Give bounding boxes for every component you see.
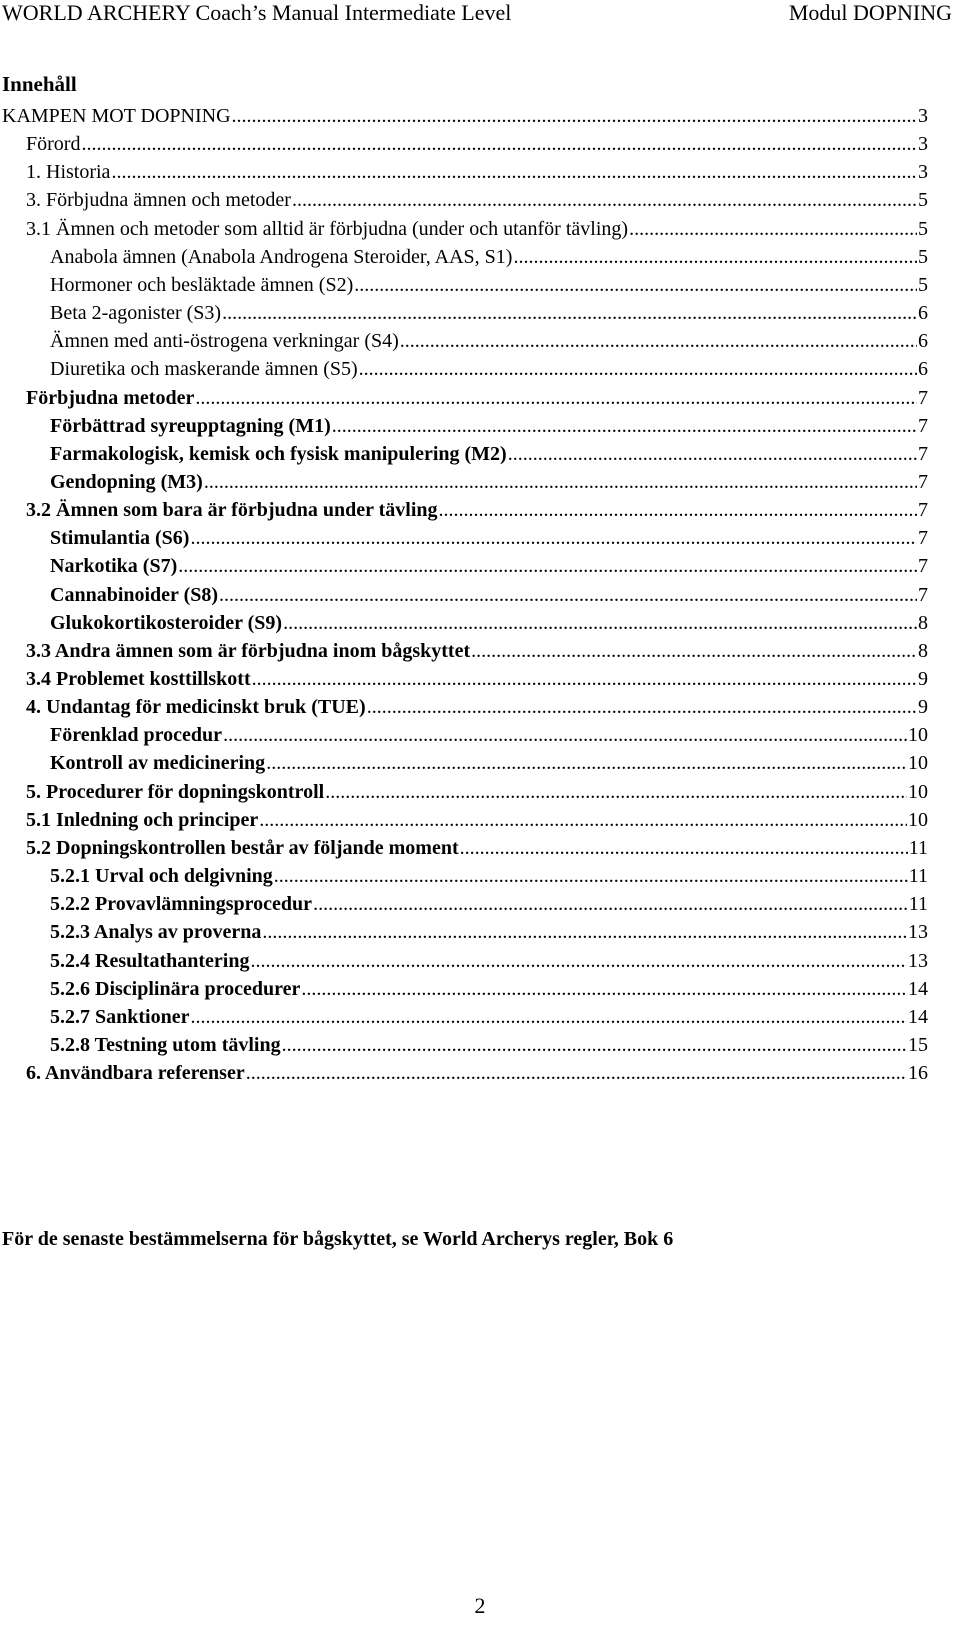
toc-entry-page: 7 xyxy=(918,499,928,521)
toc-entry-title: Hormoner och besläktade ämnen (S2) xyxy=(50,274,354,296)
toc-dot-leader xyxy=(195,384,917,412)
toc-entry-page: 7 xyxy=(918,415,928,437)
toc-entry-page: 5 xyxy=(918,189,928,211)
toc-entry[interactable] xyxy=(50,918,928,946)
toc-entry-page: 14 xyxy=(908,978,928,1000)
toc-entry-title: Narkotika (S7) xyxy=(50,555,178,577)
toc-entry-title: Diuretika och maskerande ämnen (S5) xyxy=(50,358,358,380)
toc-entry-title: 5.2.2 Provavlämningsprocedur xyxy=(50,893,313,915)
toc-dot-leader xyxy=(283,609,917,637)
header-module-name: Modul DOPNING xyxy=(788,0,952,25)
toc-entry[interactable] xyxy=(50,355,928,383)
toc-dot-leader xyxy=(439,496,917,524)
toc-entry[interactable] xyxy=(50,890,928,918)
toc-entry-title: 5.2.3 Analys av proverna xyxy=(50,921,262,943)
toc-dot-leader xyxy=(332,412,917,440)
toc-dot-leader xyxy=(400,327,917,355)
toc-entry-page: 15 xyxy=(908,1034,928,1056)
toc-dot-leader xyxy=(508,440,917,468)
toc-entry-page: 3 xyxy=(918,161,928,183)
toc-entry[interactable] xyxy=(26,637,928,665)
toc-entry-page: 11 xyxy=(908,865,928,887)
toc-entry-title: Gendopning (M3) xyxy=(50,471,203,493)
toc-entry-page: 6 xyxy=(918,302,928,324)
toc-entry[interactable] xyxy=(50,468,928,496)
toc-entry[interactable] xyxy=(50,1031,928,1059)
toc-entry[interactable] xyxy=(50,581,928,609)
toc-dot-leader xyxy=(513,243,917,271)
toc-entry[interactable] xyxy=(50,299,928,327)
toc-entry-page: 10 xyxy=(908,781,928,803)
toc-entry-title: 3.2 Ämnen som bara är förbjudna under tävling xyxy=(26,499,438,521)
toc-entry-title: Kontroll av medicinering xyxy=(50,752,266,774)
header-manual-title: WORLD ARCHERY Coach’s Manual Intermediate Level xyxy=(2,0,512,25)
toc-dot-leader xyxy=(313,890,908,918)
toc-entry-page: 7 xyxy=(918,387,928,409)
toc-entry-page: 16 xyxy=(908,1062,928,1084)
toc-entry-title: 4. Undantag för medicinskt bruk (TUE) xyxy=(26,696,366,718)
footnote-rules-reference: För de senaste bestämmelserna för bågskyttet, se World Archerys regler, Bok 6 xyxy=(2,1228,674,1250)
toc-entry-page: 5 xyxy=(918,218,928,240)
toc-entry-page: 14 xyxy=(908,1006,928,1028)
page-header xyxy=(0,0,960,30)
toc-entry[interactable] xyxy=(26,834,928,862)
page-number: 2 xyxy=(474,1593,486,1618)
toc-entry-page: 3 xyxy=(918,133,928,155)
toc-entry[interactable] xyxy=(26,496,928,524)
toc-entry-title: 5.2.8 Testning utom tävling xyxy=(50,1034,281,1056)
toc-entry[interactable] xyxy=(26,1059,928,1087)
toc-entry-page: 9 xyxy=(918,696,928,718)
toc-entry[interactable] xyxy=(50,947,928,975)
toc-entry-page: 13 xyxy=(908,921,928,943)
toc-dot-leader xyxy=(190,524,917,552)
toc-dot-leader xyxy=(259,806,907,834)
toc-entry[interactable] xyxy=(50,243,928,271)
toc-dot-leader xyxy=(367,693,917,721)
toc-entry-title: Stimulantia (S6) xyxy=(50,527,190,549)
toc-entry-title: Förbjudna metoder xyxy=(26,387,195,409)
toc-dot-leader xyxy=(222,299,917,327)
toc-dot-leader xyxy=(471,637,917,665)
toc-entry-title: 1. Historia xyxy=(26,161,111,183)
toc-entry-page: 13 xyxy=(908,950,928,972)
toc-entry-title: 5.2.4 Resultathantering xyxy=(50,950,250,972)
toc-entry-title: Ämnen med anti-östrogena verkningar (S4) xyxy=(50,330,399,352)
toc-entry-page: 3 xyxy=(918,105,928,127)
toc-entry[interactable] xyxy=(26,215,928,243)
toc-entry[interactable] xyxy=(50,721,928,749)
toc-dot-leader xyxy=(111,158,917,186)
toc-title: Innehåll xyxy=(2,72,77,96)
toc-entry-page: 10 xyxy=(908,809,928,831)
toc-entry-page: 5 xyxy=(918,246,928,268)
toc-entry-page: 6 xyxy=(918,330,928,352)
toc-entry[interactable] xyxy=(26,186,928,214)
toc-dot-leader xyxy=(250,947,907,975)
toc-entry-title: Cannabinoider (S8) xyxy=(50,584,219,606)
toc-dot-leader xyxy=(219,581,917,609)
toc-entry-page: 9 xyxy=(918,668,928,690)
toc-entry-title: Förenklad procedur xyxy=(50,724,223,746)
toc-entry[interactable] xyxy=(50,271,928,299)
toc-dot-leader xyxy=(223,721,907,749)
toc-dot-leader xyxy=(274,862,908,890)
toc-entry-title: Beta 2-agonister (S3) xyxy=(50,302,222,324)
toc-dot-leader xyxy=(301,975,907,1003)
toc-entry[interactable] xyxy=(26,158,928,186)
toc-entry-page: 8 xyxy=(918,612,928,634)
toc-entry-title: Farmakologisk, kemisk och fysisk manipulering (M2) xyxy=(50,443,507,465)
toc-entry-title: Anabola ämnen (Anabola Androgena Steroider, AAS, S1) xyxy=(50,246,513,268)
toc-entry-title: 5.2.7 Sanktioner xyxy=(50,1006,190,1028)
toc-entry[interactable] xyxy=(50,412,928,440)
toc-dot-leader xyxy=(266,749,907,777)
toc-entry-title: 5. Procedurer för dopningskontroll xyxy=(26,781,325,803)
toc-entry[interactable] xyxy=(50,609,928,637)
toc-dot-leader xyxy=(262,918,907,946)
toc-entry[interactable] xyxy=(26,130,928,158)
toc-entry-title: 3.1 Ämnen och metoder som alltid är förbjudna (under och utanför tävling) xyxy=(26,218,629,240)
toc-entry-title: 3. Förbjudna ämnen och metoder xyxy=(26,189,291,211)
toc-dot-leader xyxy=(359,355,917,383)
toc-entry[interactable] xyxy=(50,440,928,468)
toc-entry[interactable] xyxy=(26,665,928,693)
toc-dot-leader xyxy=(178,552,917,580)
toc-dot-leader xyxy=(204,468,917,496)
toc-entry-title: Förord xyxy=(26,133,81,155)
toc-entry-title: 6. Användbara referenser xyxy=(26,1062,245,1084)
toc-entry-page: 7 xyxy=(918,555,928,577)
toc-entry-page: 6 xyxy=(918,358,928,380)
toc-dot-leader xyxy=(325,778,907,806)
toc-entry[interactable] xyxy=(50,862,928,890)
toc-entry-title: 3.3 Andra ämnen som är förbjudna inom bågskyttet xyxy=(26,640,471,662)
toc-entry-title: 3.4 Problemet kosttillskott xyxy=(26,668,251,690)
toc-entry[interactable] xyxy=(50,975,928,1003)
toc-dot-leader xyxy=(232,102,917,130)
toc-entry-page: 8 xyxy=(918,640,928,662)
toc-dot-leader xyxy=(354,271,917,299)
toc-entry[interactable] xyxy=(26,384,928,412)
toc-dot-leader xyxy=(246,1059,907,1087)
toc-entry[interactable] xyxy=(50,1003,928,1031)
toc-entry-title: KAMPEN MOT DOPNING xyxy=(2,105,231,127)
toc-entry-page: 11 xyxy=(908,893,928,915)
toc-entry-title: 5.2 Dopningskontrollen består av följande moment xyxy=(26,837,459,859)
toc-entry[interactable] xyxy=(50,749,928,777)
toc-entry-page: 11 xyxy=(908,837,928,859)
toc-entry-title: Förbättrad syreupptagning (M1) xyxy=(50,415,331,437)
toc-dot-leader xyxy=(292,186,917,214)
toc-entry[interactable] xyxy=(50,327,928,355)
toc-entry-page: 10 xyxy=(908,724,928,746)
toc-entry[interactable] xyxy=(26,693,928,721)
toc-entry-title: 5.2.1 Urval och delgivning xyxy=(50,865,273,887)
toc-entry-title: 5.1 Inledning och principer xyxy=(26,809,259,831)
toc-dot-leader xyxy=(81,130,917,158)
toc-entry[interactable] xyxy=(2,102,928,130)
toc-dot-leader xyxy=(190,1003,907,1031)
toc-entry-title: Glukokortikosteroider (S9) xyxy=(50,612,283,634)
toc-dot-leader xyxy=(460,834,908,862)
toc-dot-leader xyxy=(629,215,917,243)
toc-entry-title: 5.2.6 Disciplinära procedurer xyxy=(50,978,301,1000)
toc-entry-page: 5 xyxy=(918,274,928,296)
toc-entry-page: 7 xyxy=(918,527,928,549)
toc-entry-page: 7 xyxy=(918,584,928,606)
toc-dot-leader xyxy=(282,1031,907,1059)
toc-entry-page: 7 xyxy=(918,443,928,465)
toc-entry-page: 10 xyxy=(908,752,928,774)
toc-dot-leader xyxy=(252,665,917,693)
toc-entry[interactable] xyxy=(50,552,928,580)
toc-entry[interactable] xyxy=(26,806,928,834)
toc-entry[interactable] xyxy=(50,524,928,552)
toc-entry-page: 7 xyxy=(918,471,928,493)
toc-entry[interactable] xyxy=(26,778,928,806)
